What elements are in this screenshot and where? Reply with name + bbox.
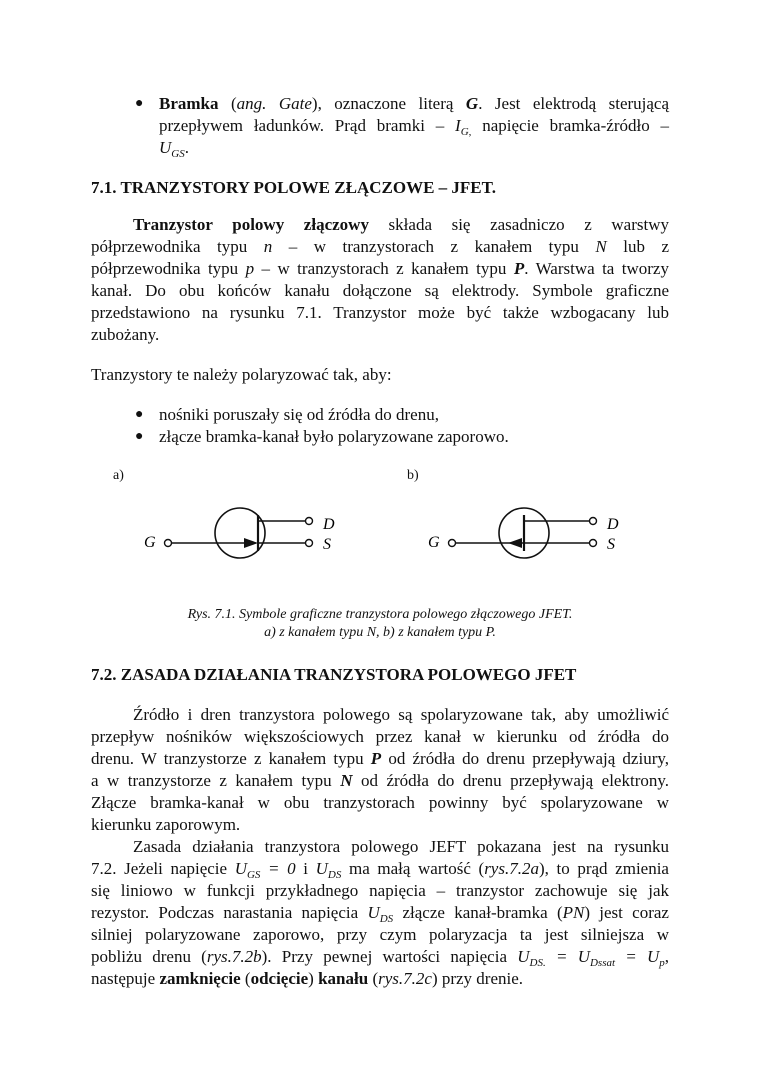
drain-terminal-label: D: [323, 516, 335, 533]
bullet-marker: ●: [135, 407, 144, 422]
jfet-p-channel-symbol: [424, 505, 634, 565]
list-item: nośniki poruszały się od źródła do drenu,: [159, 405, 439, 424]
jfet-para-line-1: Tranzystor polowy złączowy składa się zasadniczo z warstwy: [133, 215, 670, 234]
principle-line-6: pobliżu drenu (rys.7.2b). Przy pewnej wartości napięcia $U_{DS.} = U_{Dssat} = U_p$,: [91, 947, 670, 969]
bullet-marker: ●: [135, 96, 144, 111]
gate-terminal-label: G: [428, 534, 440, 551]
source-drain-line-3: drenu. W tranzystorze z kanałem typu P od źródła do drenu przepływają dziury,: [91, 749, 669, 768]
jfet-para-line-5: przedstawiono na rysunku 7.1. Tranzystor może być także wzbogacany lub: [91, 303, 669, 322]
section-heading-7-1: 7.1. TRANZYSTORY POLOWE ZŁĄCZOWE – JFET.: [91, 178, 496, 197]
gate-terminal-label: G: [144, 534, 156, 551]
section-heading-7-2: 7.2. ZASADA DZIAŁANIA TRANZYSTORA POLOWEGO JFET: [91, 665, 577, 684]
principle-line-7: następuje zamknięcie (odcięcie) kanału (rys.7.2c) przy drenie.: [91, 969, 524, 988]
arrow-in-icon: [244, 538, 258, 548]
principle-line-1: Zasada działania tranzystora polowego JEFT pokazana jest na rysunku: [133, 837, 669, 856]
figure-caption-line-2: a) z kanałem typu N, b) z kanałem typu P.: [264, 625, 496, 640]
source-drain-line-1: Źródło i dren tranzystora polowego są spolaryzowane tak, aby umożliwić: [133, 705, 669, 724]
principle-line-4: rezystor. Podczas narastania napięcia $U_{DS}$ złącze kanał-bramka (PN) jest coraz: [91, 903, 669, 925]
jfet-para-line-3: półprzewodnika typu p – w tranzystorach z kanałem typu P. Warstwa ta tworzy: [91, 259, 669, 278]
source-drain-line-2: przepływ nośników większościowych przez kanał w kierunku od źródła do: [91, 727, 669, 746]
bullet-marker: ●: [135, 429, 144, 444]
principle-line-3: się liniowo w funkcji przykładnego napięcia – tranzystor zachowuje się jak: [91, 881, 669, 900]
source-drain-line-4: a w tranzystorze z kanałem typu N od źródła do drenu przepływają elektrony.: [91, 771, 669, 790]
principle-line-5: silniej polaryzowane zaporowo, przy czym polaryzacja ta jest silniejsza w: [91, 925, 669, 944]
figure-label-a: a): [113, 468, 124, 483]
source-terminal-label: S: [607, 536, 615, 553]
jfet-para-line-2: półprzewodnika typu n – w tranzystorach z kanałem typu N lub z: [91, 237, 669, 256]
jfet-para-line-6: zubożany.: [91, 325, 160, 344]
source-drain-line-6: kierunku zaporowym.: [91, 815, 241, 834]
polarization-intro: Tranzystory te należy polaryzować tak, aby:: [91, 365, 392, 384]
drain-terminal-label: D: [607, 516, 619, 533]
jfet-para-line-4: kanał. Do obu końców kanału dołączone są elektrody. Symbole graficzne: [91, 281, 669, 300]
gate-line-1: Bramka (ang. Gate), oznaczone literą G. Jest elektrodą sterującą: [159, 94, 670, 113]
jfet-n-channel-symbol: [140, 505, 350, 565]
figure-caption-line-1: Rys. 7.1. Symbole graficzne tranzystora polowego złączowego JFET.: [187, 607, 573, 622]
principle-line-2: 7.2. Jeżeli napięcie $U_{GS} = 0$ i $U_{DS}$ ma małą wartość (rys.7.2a), to prąd zmienia: [91, 859, 669, 881]
figure-label-b: b): [407, 468, 419, 483]
list-item: złącze bramka-kanał było polaryzowane zaporowo.: [159, 427, 509, 446]
source-drain-line-5: Złącze bramka-kanał w obu tranzystorach powinny być spolaryzowane w: [91, 793, 669, 812]
gate-line-2: przepływem ładunków. Prąd bramki – $I_{G,}$ napięcie bramka-źródło –: [159, 116, 669, 138]
gate-line-3: $U_{GS}$.: [159, 138, 189, 160]
source-terminal-label: S: [323, 536, 331, 553]
arrow-out-icon: [508, 538, 522, 548]
